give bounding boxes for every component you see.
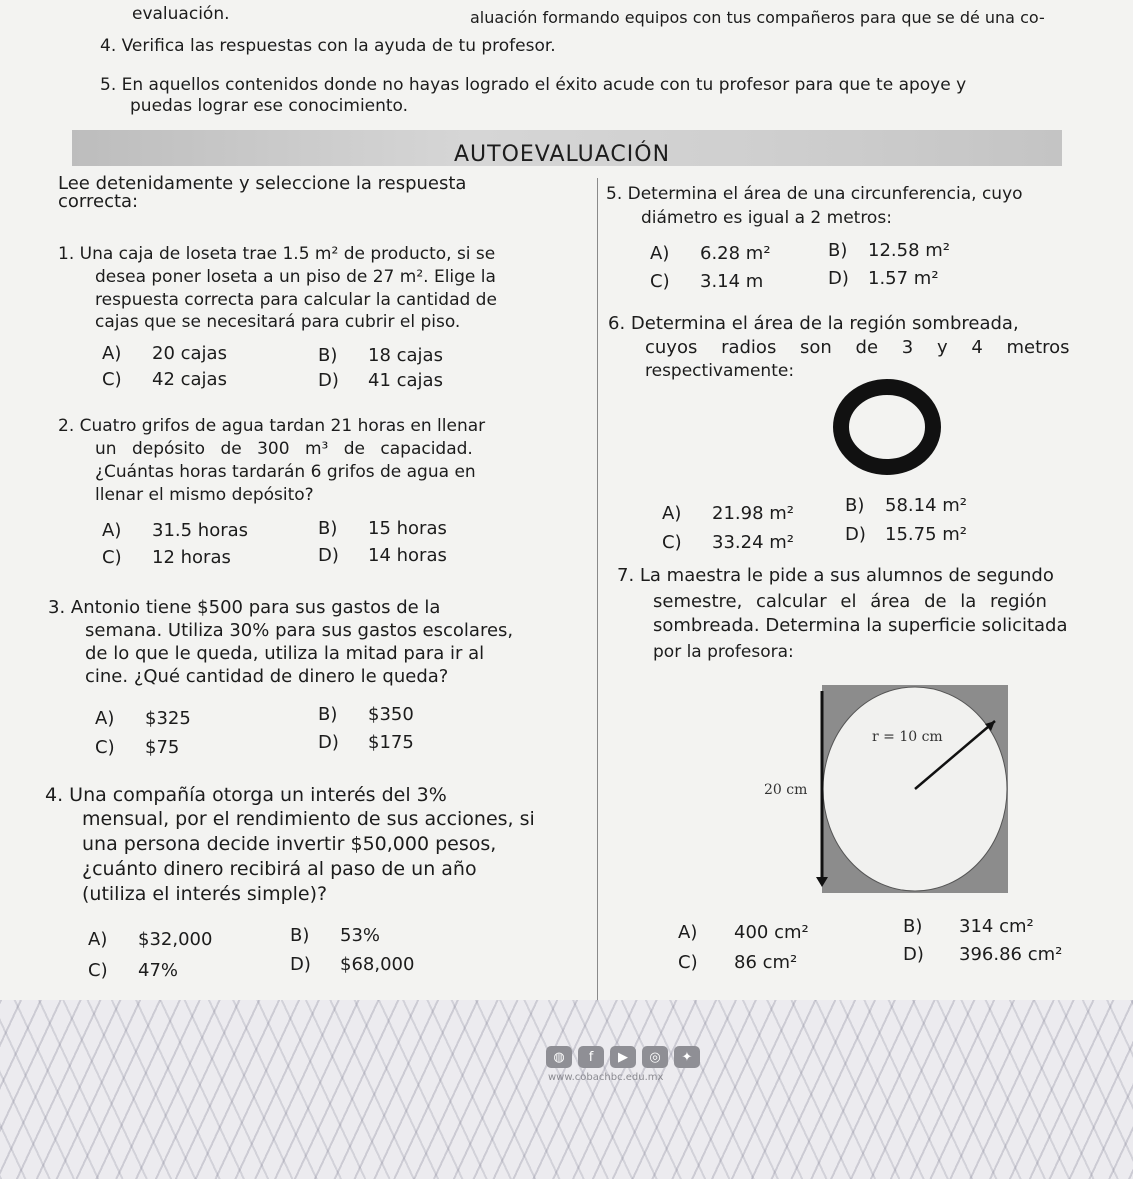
question-line: semana. Utiliza 30% para sus gastos escolares, bbox=[85, 620, 514, 641]
question-line: un depósito de 300 m³ de capacidad. bbox=[95, 439, 473, 459]
option-a[interactable]: A) 20 cajas bbox=[102, 343, 227, 364]
question-line: cine. ¿Qué cantidad de dinero le queda? bbox=[85, 666, 449, 687]
option-b[interactable]: B) 58.14 m² bbox=[845, 495, 968, 516]
instruction-5: 5. En aquellos contenidos donde no hayas logrado el éxito acude con tu profesor para que te apoye y bbox=[100, 75, 967, 95]
option-a[interactable]: A) 21.98 m² bbox=[662, 503, 795, 524]
question-line: respuesta correcta para calcular la cantidad de bbox=[95, 290, 497, 310]
option-d[interactable]: D) 15.75 m² bbox=[845, 524, 968, 545]
question-line: 2. Cuatro grifos de agua tardan 21 horas en llenar bbox=[58, 416, 486, 436]
question-line: mensual, por el rendimiento de sus acciones, si bbox=[82, 808, 535, 830]
option-a[interactable]: A) $325 bbox=[95, 708, 191, 729]
intro-line-1: Lee detenidamente y seleccione la respuesta bbox=[58, 173, 467, 194]
option-c[interactable]: C) 42 cajas bbox=[102, 369, 227, 390]
column-divider bbox=[597, 178, 598, 1008]
option-c[interactable]: C) 3.14 m bbox=[650, 271, 764, 292]
social-icons bbox=[546, 1046, 700, 1068]
option-b[interactable]: B) 18 cajas bbox=[318, 345, 443, 366]
option-c[interactable]: C) 12 horas bbox=[102, 547, 231, 568]
option-a[interactable]: A) $32,000 bbox=[88, 929, 213, 950]
question-line: 1. Una caja de loseta trae 1.5 m² de producto, si se bbox=[58, 244, 496, 264]
question-line: 5. Determina el área de una circunferencia, cuyo bbox=[606, 184, 1023, 204]
question-line: por la profesora: bbox=[653, 642, 794, 662]
intro-line-2: correcta: bbox=[58, 191, 139, 212]
option-c[interactable]: C) 33.24 m² bbox=[662, 532, 795, 553]
footer-url[interactable]: www.cobachbc.edu.mx bbox=[548, 1072, 664, 1083]
page-title: AUTOEVALUACIÓN bbox=[454, 142, 671, 167]
side-label: 20 cm bbox=[764, 782, 808, 798]
option-c[interactable]: C) 86 cm² bbox=[678, 952, 798, 973]
question-line: cuyos radios son de 3 y 4 metros bbox=[645, 337, 1070, 358]
facebook-icon[interactable]: f bbox=[578, 1046, 604, 1068]
option-b[interactable]: B) 12.58 m² bbox=[828, 240, 951, 261]
footer-pattern bbox=[0, 1000, 1133, 1179]
option-a[interactable]: A) 400 cm² bbox=[678, 922, 809, 943]
website-icon[interactable]: ◍ bbox=[546, 1046, 572, 1068]
instruction-5-cont: puedas lograr ese conocimiento. bbox=[130, 96, 409, 116]
question-line: diámetro es igual a 2 metros: bbox=[641, 208, 892, 228]
radius-label: r = 10 cm bbox=[872, 729, 943, 745]
question-line: (utiliza el interés simple)? bbox=[82, 883, 328, 905]
option-d[interactable]: D) 396.86 cm² bbox=[903, 944, 1063, 965]
option-c[interactable]: C) 47% bbox=[88, 960, 179, 981]
top-line-left: evaluación. bbox=[132, 4, 230, 24]
question-line: 3. Antonio tiene $500 para sus gastos de la bbox=[48, 597, 441, 618]
question-line: desea poner loseta a un piso de 27 m². Elige la bbox=[95, 267, 496, 287]
question-line: 4. Una compañía otorga un interés del 3% bbox=[45, 784, 447, 806]
option-d[interactable]: D) 41 cajas bbox=[318, 370, 443, 391]
option-b[interactable]: B) 15 horas bbox=[318, 518, 447, 539]
option-b[interactable]: B) 314 cm² bbox=[903, 916, 1034, 937]
question-line: sombreada. Determina la superficie solicitada bbox=[653, 615, 1068, 636]
question-line: respectivamente: bbox=[645, 361, 795, 381]
youtube-icon[interactable]: ▶ bbox=[610, 1046, 636, 1068]
question-line: semestre, calcular el área de la región bbox=[653, 591, 1047, 612]
question-line: de lo que le queda, utiliza la mitad para ir al bbox=[85, 643, 485, 664]
option-d[interactable]: D) 1.57 m² bbox=[828, 268, 939, 289]
option-a[interactable]: A) 31.5 horas bbox=[102, 520, 249, 541]
option-d[interactable]: D) $175 bbox=[318, 732, 414, 753]
option-b[interactable]: B) $350 bbox=[318, 704, 414, 725]
question-line: 7. La maestra le pide a sus alumnos de segundo bbox=[617, 565, 1054, 586]
question-line: llenar el mismo depósito? bbox=[95, 485, 314, 505]
question-line: ¿cuánto dinero recibirá al paso de un año bbox=[82, 858, 477, 880]
question-line: ¿Cuántas horas tardarán 6 grifos de agua en bbox=[95, 462, 476, 482]
question-line: cajas que se necesitará para cubrir el piso. bbox=[95, 312, 461, 332]
instruction-4: 4. Verifica las respuestas con la ayuda de tu profesor. bbox=[100, 36, 556, 56]
instagram-icon[interactable]: ◎ bbox=[642, 1046, 668, 1068]
option-b[interactable]: B) 53% bbox=[290, 925, 381, 946]
option-d[interactable]: D) $68,000 bbox=[290, 954, 415, 975]
ring-figure bbox=[830, 375, 950, 485]
question-line: 6. Determina el área de la región sombreada, bbox=[608, 313, 1019, 334]
top-line-right: aluación formando equipos con tus compañeros para que se dé una co- bbox=[470, 8, 1045, 27]
question-line: una persona decide invertir $50,000 pesos, bbox=[82, 833, 497, 855]
option-d[interactable]: D) 14 horas bbox=[318, 545, 447, 566]
twitter-icon[interactable]: ✦ bbox=[674, 1046, 700, 1068]
option-c[interactable]: C) $75 bbox=[95, 737, 180, 758]
option-a[interactable]: A) 6.28 m² bbox=[650, 243, 771, 264]
